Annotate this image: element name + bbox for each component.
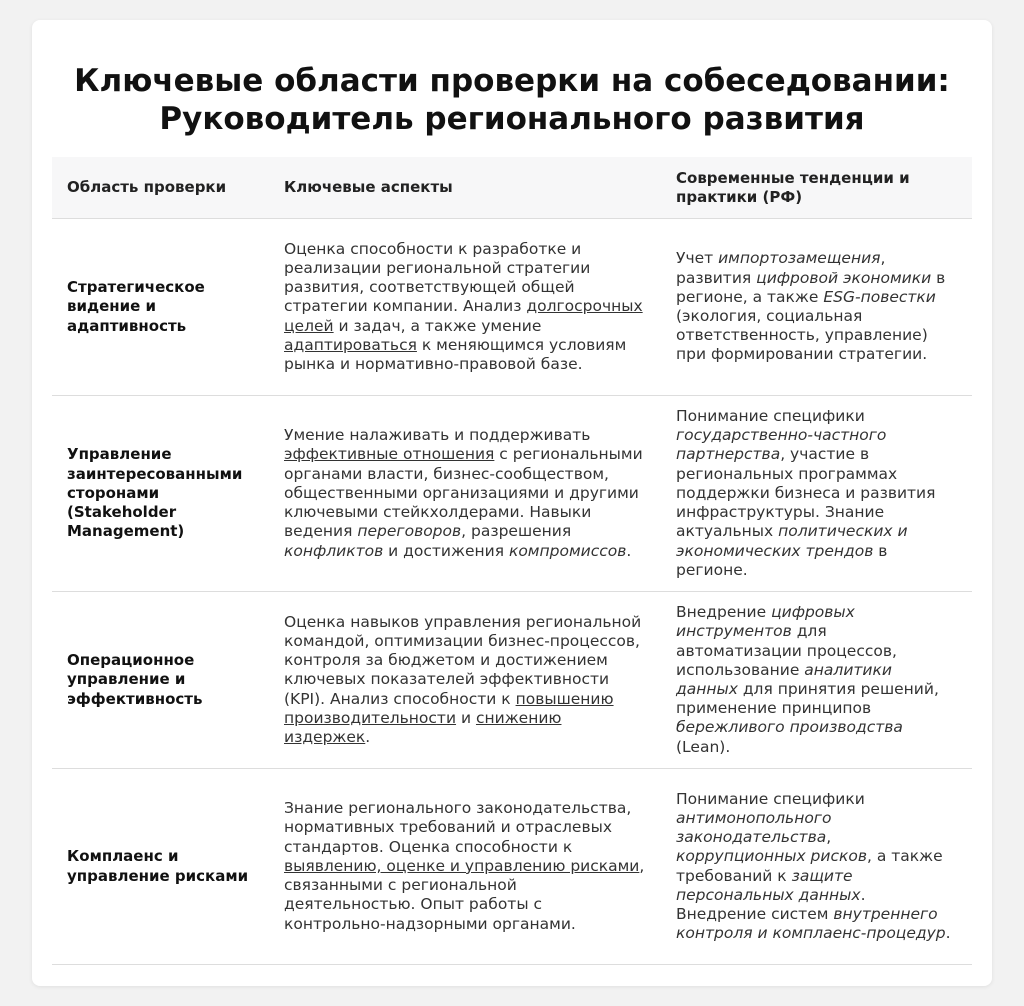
aspects-cell — [269, 219, 661, 396]
text-segment: . — [945, 924, 951, 943]
area-cell: Стратегическое видение и адаптивность — [52, 219, 269, 396]
underlined-text: повышению производительности — [284, 689, 614, 727]
text-segment: , а также требований к — [676, 847, 943, 885]
trends-cell — [661, 592, 972, 769]
header-aspects: Ключевые аспекты — [269, 157, 661, 219]
italic-text: защите персональных данных — [676, 866, 861, 904]
text-segment: . — [626, 541, 632, 560]
table-row — [52, 592, 972, 769]
text-segment: и задач, а также умение — [333, 316, 542, 335]
text-segment: для принятия решений, применение принципов — [676, 680, 939, 718]
italic-text: цифровой экономики — [756, 268, 932, 287]
text-segment: Понимание специфики — [676, 789, 865, 808]
underlined-text: снижению издержек — [284, 708, 562, 746]
italic-text: внутреннего контроля и комплаенс-процедур — [676, 904, 946, 943]
italic-text: компромиссов — [508, 541, 627, 560]
text-segment: Оценка способности к разработке и реализации региональной стратегии развития, соответствующей общей стратегии компании. Анализ — [284, 239, 591, 316]
area-cell: Управление заинтересованными сторонами (Stakeholder Management) — [52, 396, 269, 592]
underlined-text: адаптироваться — [284, 335, 417, 354]
text-segment: в регионе. — [676, 541, 888, 579]
text-segment: Умение налаживать и поддерживать — [284, 426, 591, 445]
text-segment: . Внедрение систем — [676, 885, 866, 923]
trends-cell — [661, 219, 972, 396]
text-segment: в регионе, а также — [676, 268, 946, 306]
table-header-row — [52, 157, 972, 219]
text-segment: (экология, социальная ответственность, управление) при формировании стратегии. — [676, 307, 928, 364]
text-segment: Внедрение — [676, 603, 772, 622]
title-line-2: Руководитель регионального развития — [159, 101, 865, 137]
page-title — [32, 20, 992, 138]
aspects-cell — [269, 769, 661, 965]
text-segment: , участие в региональных программах поддержки бизнеса и развития инфраструктуры. Знание актуальных — [676, 445, 936, 541]
interview-areas-table — [52, 157, 972, 965]
text-segment: Учет — [676, 249, 719, 268]
table-row — [52, 219, 972, 396]
aspects-cell — [269, 396, 661, 592]
header-trends: Современные тенденции и практики (РФ) — [661, 157, 972, 219]
table-row — [52, 396, 972, 592]
aspects-cell — [269, 592, 661, 769]
text-segment: с региональными органами власти, бизнес-сообществом, общественными организациями и другими ключевыми стейкхолдерами. Навыки ведения — [284, 445, 643, 541]
content-card — [32, 20, 992, 986]
italic-text: переговоров — [357, 522, 462, 541]
italic-text: конфликтов — [284, 541, 384, 560]
table-row — [52, 769, 972, 965]
italic-text: политических и экономических трендов — [676, 522, 908, 560]
italic-text: коррупционных рисков — [676, 847, 867, 866]
italic-text: бережливого производства — [676, 718, 903, 737]
underlined-text: эффективные отношения — [284, 445, 495, 464]
text-segment: . — [365, 728, 371, 746]
text-segment: и достижения — [383, 541, 509, 560]
italic-text: цифровых инструментов — [676, 603, 855, 641]
text-segment: , разрешения — [461, 522, 572, 541]
text-segment: Знание регионального законодательства, нормативных требований и отраслевых стандартов. Оценка способности к — [284, 799, 632, 856]
text-segment: к меняющимся условиям рынка и нормативно-правовой базе. — [284, 335, 627, 373]
text-segment: Понимание специфики — [676, 407, 865, 426]
italic-text: импортозамещения — [718, 249, 881, 268]
text-segment: и — [456, 708, 476, 727]
area-cell: Операционное управление и эффективность — [52, 592, 269, 769]
trends-cell — [661, 769, 972, 965]
text-segment: , связанными с региональной деятельностью. Опыт работы с контрольно-надзорными органами. — [284, 856, 645, 933]
text-segment: , развития — [676, 249, 886, 287]
title-line-1: Ключевые области проверки на собеседовании: — [74, 63, 950, 99]
text-segment: , — [826, 828, 832, 847]
text-segment: для автоматизации процессов, использование — [676, 622, 897, 679]
italic-text: государственно-частного партнерства — [676, 426, 887, 464]
text-segment: (Lean). — [676, 737, 731, 756]
italic-text: антимонопольного законодательства — [676, 808, 832, 847]
text-segment: Оценка навыков управления региональной командой, оптимизации бизнес-процессов, контроля за бюджетом и достижением ключевых показателей эффективности (KPI). Анализ способности к — [284, 612, 642, 708]
italic-text: ESG-повестки — [823, 287, 936, 306]
italic-text: аналитики данных — [676, 660, 892, 698]
area-cell: Комплаенс и управление рисками — [52, 769, 269, 965]
header-area: Область проверки — [52, 157, 269, 219]
trends-cell — [661, 396, 972, 592]
underlined-text: долгосрочных целей — [284, 297, 643, 335]
underlined-text: выявлению, оценке и управлению рисками — [284, 856, 640, 875]
